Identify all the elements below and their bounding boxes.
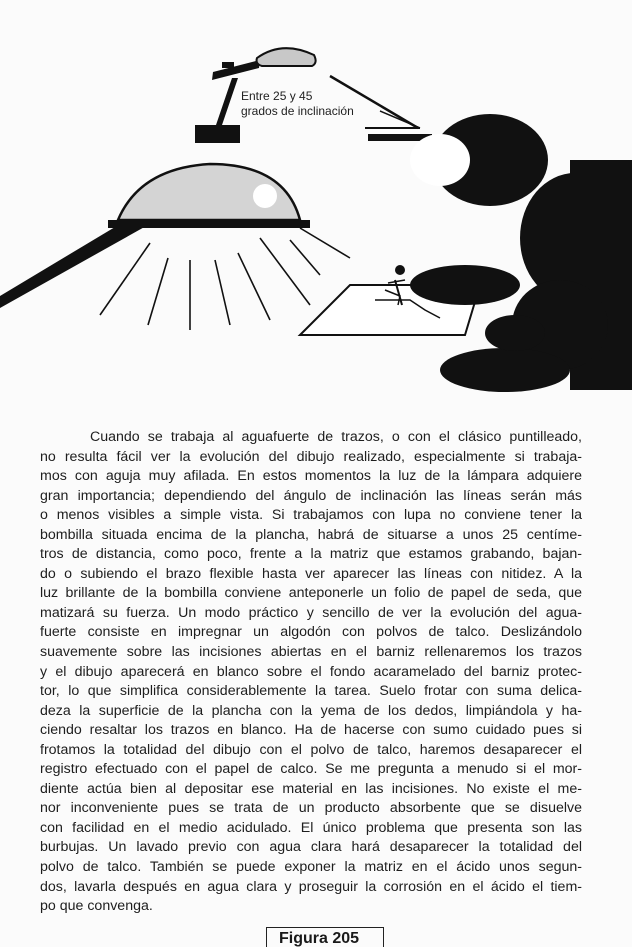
text-line: no resulta fácil ver la evolución del dibujo realizado, especialmente si trabaja-	[40, 448, 582, 465]
text-line: y el dibujo aparecerá en blanco sobre el fondo acaramelado del barniz protec-	[40, 663, 582, 680]
text-line: do o subiendo el brazo flexible hasta ver aparecer las líneas con nitidez. A la	[40, 565, 582, 582]
text-line: burbujas. Un lavado previo con agua clara hará desaparecer la totalidad del	[40, 839, 582, 856]
text-line: po que convenga.	[40, 898, 153, 915]
text-line: tros de distancia, como poco, frente a la matriz que estamos grabando, bajan-	[40, 546, 582, 563]
figure-caption: Figura 205	[266, 927, 384, 947]
person-silhouette-drawing	[410, 114, 632, 392]
inclination-label	[241, 89, 354, 119]
text-line: registro efectuado con el papel de calco. Se me pregunta a menudo si el mor-	[40, 761, 582, 778]
text-line: gran importancia; dependiendo del ángulo de inclinación las líneas serán más	[40, 487, 582, 504]
text-line: dos, lavarla después en agua clara y proseguir la corrosión en el ácido el tiem-	[40, 878, 582, 895]
text-line: con facilidad en el medio acidulado. El único problema que presenta son las	[40, 819, 582, 836]
text-line: polvo de talco. También se puede exponer la matriz en el ácido unos segun-	[40, 859, 582, 876]
text-line: suavemente sobre las incisiones abiertas en el barniz rellenaremos los trazos	[40, 644, 582, 661]
text-line: ciendo resaltar los trazos en blanco. Ha de hacerse con sumo cuidado pues si	[40, 722, 582, 739]
inclination-label-line1: Entre 25 y 45	[241, 89, 313, 103]
large-lamp-drawing	[0, 164, 350, 330]
text-line: diente actúa bien al depositar ese material en las incisiones. No existe el me-	[40, 780, 582, 797]
text-line: o menos visibles a simple vista. Si trabajamos con lupa no conviene tener la	[40, 507, 582, 524]
text-line: tor, lo que simplifica considerablemente la tarea. Suelo frotar con suma delica-	[40, 683, 582, 700]
body-paragraph	[40, 428, 582, 917]
inclination-label-line2: grados de inclinación	[241, 104, 354, 118]
text-line: matizará su fuerza. Un modo práctico y sencillo de ver la evolución del agua-	[40, 604, 582, 621]
text-line: Cuando se trabaja al aguafuerte de trazos, o con el clásico puntilleado,	[90, 429, 582, 445]
lamp-illustration	[0, 0, 632, 400]
text-line: mos con aguja muy afilada. En estos momentos la luz de la lámpara adquiere	[40, 468, 582, 485]
text-line: fuerte consiste en impregnar un algodón con polvos de talco. Deslizándolo	[40, 624, 582, 641]
text-line: luz brillante de la bombilla conviene anteponerle un folio de papel de seda, que	[40, 585, 582, 602]
text-line: nor inconveniente pues se trata de un producto absorbente que se disuelve	[40, 800, 582, 817]
text-line: deza la superficie de la plancha con la yema de los dedos, limpiándola y ha-	[40, 702, 582, 719]
text-line: bombilla situada encima de la plancha, habrá de situarse a unos 25 centíme-	[40, 526, 582, 543]
text-line: frotamos la totalidad del dibujo con el polvo de talco, haremos desaparecer el	[40, 741, 582, 758]
